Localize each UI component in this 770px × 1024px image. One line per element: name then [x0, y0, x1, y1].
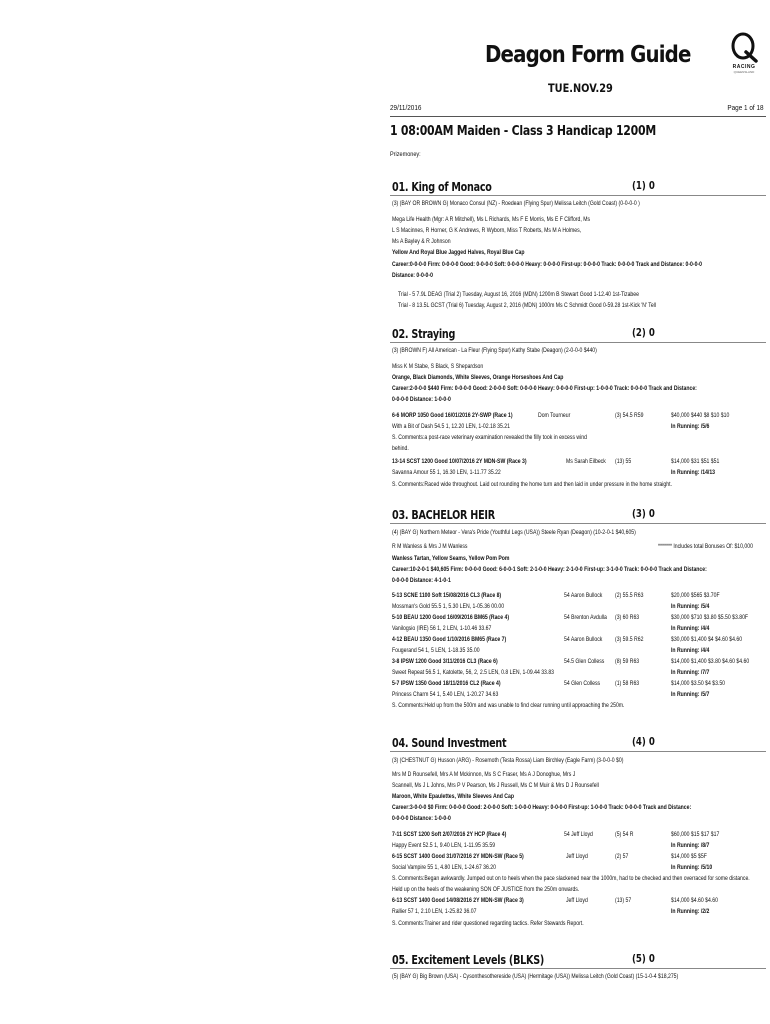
run-in-running: In Running: /14/13	[671, 469, 716, 476]
run-details: 4-12 BEAU 1350 Good 1/10/2016 BM65 (Race 7)	[392, 636, 507, 643]
run-winner: Sweet Repeat 56.5 1, Katolette, 56, 2, 2.5 LEN, 0.8 LEN, 1-09.44 33.83	[392, 669, 555, 676]
racing-queensland-logo	[722, 30, 766, 74]
run-jockey: Ms Sarah Eilbeck	[566, 458, 606, 465]
breeding-line: (4) (BAY G) Northern Meteor - Vera's Pride (Youthful Legs (USA)) Steele Ryan (Deagon) (10-2-0-1 $40,605)	[392, 529, 636, 536]
stewards-comment: behind.	[392, 445, 409, 452]
colours-line: Orange, Black Diamonds, White Sleeves, Orange Horseshoes And Cap	[392, 374, 564, 381]
run-winner: With a Bit of Dash 54.5 1, 12.20 LEN, 1-02.18 35.21	[392, 423, 510, 430]
owners-line: Ms A Bayley & R Johnson	[392, 238, 451, 245]
horse-name: 02. Straying	[392, 327, 456, 341]
horse-name: 05. Excitement Levels (BLKS)	[392, 953, 545, 967]
run-winner: Social Vampire 55 1, 4.80 LEN, 1-24.67 36.20	[392, 864, 496, 871]
owners-line: Mrs M D Rounsefell, Mrs A M Mckinnon, Ms S C Fraser, Ms A J Donoghue, Mrs J	[392, 771, 576, 778]
entry-rule	[390, 342, 766, 343]
barrier-number: (1) 0	[632, 180, 655, 192]
run-prizemoney: $14,000 $1,400 $3.80 $4.60 $4.60	[671, 658, 750, 665]
run-prizemoney: $30,000 $710 $3.80 $5.50 $3.80F	[671, 614, 749, 621]
run-weight: (8) 59 R63	[615, 658, 640, 665]
breeding-line: (3) (BAY OR BROWN G) Monaco Consul (NZ) - Roedean (Flying Spur) Melissa Leitch (Gold Coast) (0-0-0-0 )	[392, 200, 640, 207]
run-details: 6-13 SCST 1400 Good 14/08/2016 2Y MDN-SW (Race 3)	[392, 897, 524, 904]
stewards-comment: S. Comments:Trainer and rider questioned regarding tactics. Refer Stewards Report.	[392, 920, 584, 927]
horse-name: 04. Sound Investment	[392, 736, 507, 750]
career-stats: 0-0-0-0 Distance: 1-0-0-0	[392, 396, 451, 403]
entry-rule	[390, 195, 766, 196]
run-winner: Fougerand 54 1, 5 LEN, 1-18.35 35.00	[392, 647, 480, 654]
run-in-running: In Running: /8/7	[671, 842, 710, 849]
logo-text: RACING	[732, 64, 756, 70]
run-in-running: In Running: /2/2	[671, 908, 710, 915]
career-stats: Career:3-0-0-0 $0 Firm: 0-0-0-0 Good: 2-0-0-0 Soft: 1-0-0-0 Heavy: 0-0-0-0 First-up: 1-0-0-0 Track: 0-0-0-0 Track and Distance:	[392, 804, 692, 811]
run-jockey: Jeff Lloyd	[566, 897, 588, 904]
entry-rule	[390, 751, 766, 752]
horse-name: 01. King of Monaco	[392, 180, 492, 194]
run-prizemoney: $30,000 $1,400 $4 $4.60 $4.60	[671, 636, 743, 643]
run-details: 5-10 BEAU 1200 Good 16/09/2016 BM65 (Race 4)	[392, 614, 510, 621]
run-details: 5-13 SCNE 1100 Soft 15/08/2016 CL3 (Race 8)	[392, 592, 502, 599]
run-prizemoney: $40,000 $440 $8 $10 $10	[671, 412, 730, 419]
run-prizemoney: $14,000 $31 $51 $51	[671, 458, 720, 465]
owners-line: Mega Life Health (Mgr: A R Mitchell), Ms L Richards, Ms F E Morris, Ms E F Clifford, Ms	[392, 216, 591, 223]
run-details: 6-15 SCST 1400 Good 31/07/2016 2Y MDN-SW (Race 5)	[392, 853, 524, 860]
owners-line: L S Macinnes, R Horner, G K Andrews, R Wyborn, Miss T Roberts, Ms M A Holmes,	[392, 227, 582, 234]
career-stats: Career:10-2-0-1 $40,605 Firm: 0-0-0-0 Good: 6-0-0-1 Soft: 2-1-0-0 Heavy: 2-1-0-0 First-up: 3-1-0-0 Track: 0-0-0-0 Track and Distance:	[392, 566, 707, 573]
run-weight: (3) 60 R63	[615, 614, 640, 621]
barrier-number: (4) 0	[632, 736, 655, 748]
stewards-comment: S. Comments:Began awkwardly. Jumped out on to heels when the pace slackened near the 1000m, had to be checked and then overraced for some distance.	[392, 875, 750, 882]
colours-line: Yellow And Royal Blue Jagged Halves, Royal Blue Cap	[392, 249, 525, 256]
logo-icon	[722, 30, 766, 64]
run-jockey: Jeff Lloyd	[566, 853, 588, 860]
run-details: 6-6 MORP 1050 Good 16/01/2016 2Y-SWP (Race 1)	[392, 412, 513, 419]
run-in-running: In Running: /5/10	[671, 864, 713, 871]
run-winner: Princess Charm 54 1, 5.40 LEN, 1-20.27 34.63	[392, 691, 499, 698]
owners-line: Scannell, Ms J L Johns, Mrs P V Pearson, Ms J Russell, Ms C M Muir & Mrs D J Rounsefell	[392, 782, 599, 789]
run-winner: Happy Event 52.5 1, 9.40 LEN, 1-11.95 35.59	[392, 842, 496, 849]
breeding-line: (3) (BROWN F) All American - La Fleur (Flying Spur) Kathy Stabe (Deagon) (2-0-0-0 $440)	[392, 347, 597, 354]
run-weight: (2) 55.5 R63	[615, 592, 644, 599]
run-weight: (13) 57	[615, 897, 632, 904]
breeding-line: (5) (BAY G) Big Brown (USA) - Cysonthesothereside (USA) (Hermitage (USA)) Melissa Leitch (Gold Coast) (15-1-0-4 $18,275)	[392, 973, 679, 980]
stewards-comment: S. Comments:Raced wide throughout. Laid out rounding the home turn and then laid in under pressure in the home straight.	[392, 481, 672, 488]
career-stats: Career:2-0-0-0 $440 Firm: 0-0-0-0 Good: 2-0-0-0 Soft: 0-0-0-0 Heavy: 0-0-0-0 First-up: 1-0-0-0 Track: 0-0-0-0 Track and Distance:	[392, 385, 697, 392]
run-in-running: In Running: /5/7	[671, 691, 710, 698]
run-weight: (5) 54 R	[615, 831, 634, 838]
entry-rule	[390, 968, 766, 969]
run-prizemoney: $14,000 $3.50 $4 $3.50	[671, 680, 726, 687]
page-number: Page 1 of 18	[727, 103, 764, 112]
stewards-comment: Held up on the heels of the weakening SON OF JUSTICE from the 250m onwards.	[392, 886, 580, 893]
page-subtitle: TUE.NOV.29	[548, 81, 613, 95]
run-jockey: 54 Aaron Bullock	[564, 636, 603, 643]
run-details: 13-14 SCST 1200 Good 10/07/2016 2Y MDN-SW (Race 3)	[392, 458, 527, 465]
page-title: Deagon Form Guide	[485, 42, 691, 68]
barrier-number: (2) 0	[632, 327, 655, 339]
barrier-number: (5) 0	[632, 953, 655, 965]
run-winner: Mossman's Gold 55.5 1, 5.30 LEN, 1-05.36 00.00	[392, 603, 505, 610]
horse-name: 03. BACHELOR HEIR	[392, 508, 495, 522]
run-jockey: 54 Jeff Lloyd	[564, 831, 593, 838]
run-jockey: 54 Glen Colless	[564, 680, 601, 687]
run-weight: (1) 58 R63	[615, 680, 640, 687]
run-prizemoney: $14,000 $5 $5F	[671, 853, 707, 860]
logo-subtext: QUEENSLAND	[733, 70, 755, 74]
run-winner: Vanilogsio (IRE) 56 1, 2 LEN, 1-10.46 33.67	[392, 625, 492, 632]
career-stats: Distance: 0-0-0-0	[392, 272, 433, 279]
run-prizemoney: $20,000 $565 $3.70F	[671, 592, 720, 599]
run-details: 7-11 SCST 1200 Soft 2/07/2016 2Y HCP (Race 4)	[392, 831, 507, 838]
career-stats: 0-0-0-0 Distance: 1-0-0-0	[392, 815, 451, 822]
print-date: 29/11/2016	[390, 103, 422, 112]
bonus-note: ******* Includes total Bonuses Of: $10,000	[658, 543, 753, 550]
run-jockey: 54 Aaron Bullock	[564, 592, 603, 599]
stewards-comment: S. Comments:a post-race veterinary examination revealed the filly took in excess wind	[392, 434, 587, 441]
colours-line: Wanless Tartan, Yellow Seams, Yellow Pom Pom	[392, 555, 510, 562]
run-weight: (3) 59.5 R62	[615, 636, 644, 643]
entry-rule	[390, 523, 766, 524]
career-stats: Career:0-0-0-0 Firm: 0-0-0-0 Good: 0-0-0-0 Soft: 0-0-0-0 Heavy: 0-0-0-0 First-up: 0-0-0-0 Track: 0-0-0-0 Track and Distance: 0-0-0-0	[392, 261, 702, 268]
run-jockey: 54 Brenton Avdulla	[564, 614, 607, 621]
run-in-running: In Running: /5/6	[671, 423, 710, 430]
run-weight: (13) 55	[615, 458, 632, 465]
run-details: 5-7 IPSW 1350 Good 18/11/2016 CL2 (Race 4)	[392, 680, 501, 687]
run-in-running: In Running: /4/4	[671, 647, 710, 654]
run-prizemoney: $60,000 $15 $17 $17	[671, 831, 720, 838]
prizemoney-label: Prizemoney:	[390, 151, 421, 158]
run-winner: Rallier 57 1, 2.10 LEN, 1-25.82 36.07	[392, 908, 477, 915]
run-weight: (2) 57	[615, 853, 629, 860]
run-weight: (3) 54.5 R59	[615, 412, 644, 419]
run-winner: Savanna Amour 55 1, 16.30 LEN, 1-11.77 35.22	[392, 469, 501, 476]
trial-line: Trial - 5 7.9L DEAG (Trial 2) Tuesday, August 16, 2016 (MDN) 1200m B Stewart Good 1-12.40 1st-Tizabee	[398, 291, 639, 298]
page-header	[390, 40, 766, 118]
owners-line: R M Wanless & Mrs J M Wanless	[392, 543, 468, 550]
run-in-running: In Running: /7/7	[671, 669, 710, 676]
barrier-number: (3) 0	[632, 508, 655, 520]
owners-line: Miss K M Stabe, S Black, S Shepardson	[392, 363, 484, 370]
run-prizemoney: $14,000 $4.60 $4.60	[671, 897, 718, 904]
run-details: 3-8 IPSW 1200 Good 3/11/2016 CL3 (Race 6)	[392, 658, 498, 665]
stewards-comment: S. Comments:Held up from the 500m and was unable to find clear running until approaching the 250m.	[392, 702, 625, 709]
header-rule	[390, 116, 766, 117]
career-stats: 0-0-0-0 Distance: 4-1-0-1	[392, 577, 451, 584]
run-jockey: Dom Tourneur	[538, 412, 571, 419]
run-jockey: 54.5 Glen Colless	[564, 658, 605, 665]
breeding-line: (3) (CHESTNUT G) Husson (ARG) - Rosemoth (Testa Rossa) Liam Birchley (Eagle Farm) (3-0-0-0 $0)	[392, 757, 624, 764]
trial-line: Trial - 8 13.5L GCST (Trial 6) Tuesday, August 2, 2016 (MDN) 1000m Ms C Schmidt Good 0-59.28 1st-Kick 'N' Tell	[398, 302, 656, 309]
run-in-running: In Running: /4/4	[671, 625, 710, 632]
colours-line: Maroon, White Epaulettes, White Sleeves And Cap	[392, 793, 514, 800]
race-title: 1 08:00AM Maiden - Class 3 Handicap 1200M	[390, 124, 656, 139]
run-in-running: In Running: /5/4	[671, 603, 710, 610]
form-guide-page	[390, 0, 766, 1024]
